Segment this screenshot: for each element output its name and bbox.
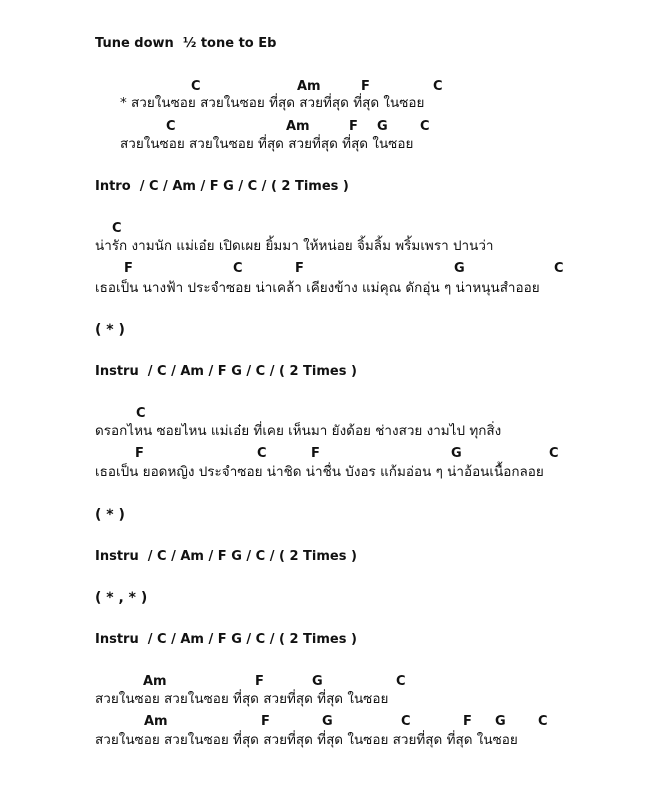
- chord: C: [257, 446, 267, 461]
- instru-line: Instru / C / Am / F G / C / ( 2 Times ): [95, 549, 357, 564]
- chord-line: [0, 714, 670, 730]
- chord-line: [0, 221, 670, 237]
- chord: C: [166, 119, 176, 134]
- chord: C: [136, 406, 146, 421]
- chord: Am: [286, 119, 310, 134]
- chord: G: [377, 119, 388, 134]
- chord: C: [538, 714, 548, 729]
- chord: C: [396, 674, 406, 689]
- repeat-marker: ( * , * ): [95, 590, 148, 606]
- chord: G: [451, 446, 462, 461]
- chord: Am: [143, 674, 167, 689]
- chord: C: [554, 261, 564, 276]
- lyric-line: เธอเป็น ยอดหญิง ประจำซอย น่าชิด น่าชื่น บังอร แก้มอ่อน ๆ น่าอ้อนเนื้อกลอย: [95, 464, 544, 480]
- lyric-line: ดรอกไหน ซอยไหน แม่เอ๋ย ที่เคย เห็นมา ยังด้อย ช่างสวย งามไป ทุกสิ่ง: [95, 423, 502, 439]
- chord: C: [233, 261, 243, 276]
- lyric-line: * สวยในซอย สวยในซอย ที่สุด สวยที่สุด ที่สุด ในซอย: [120, 95, 425, 111]
- lyric-line: สวยในซอย สวยในซอย ที่สุด สวยที่สุด ที่สุด ในซอย: [95, 691, 389, 707]
- chord-line: [0, 446, 670, 462]
- chord: F: [311, 446, 320, 461]
- chord: F: [463, 714, 472, 729]
- chord: G: [454, 261, 465, 276]
- chord: C: [549, 446, 559, 461]
- chord: C: [191, 79, 201, 94]
- instru-line: Instru / C / Am / F G / C / ( 2 Times ): [95, 632, 357, 647]
- chord: Am: [144, 714, 168, 729]
- chord: G: [495, 714, 506, 729]
- chord: C: [420, 119, 430, 134]
- instru-line: Instru / C / Am / F G / C / ( 2 Times ): [95, 364, 357, 379]
- repeat-marker: ( * ): [95, 507, 125, 523]
- chord: F: [135, 446, 144, 461]
- chord-line: [0, 406, 670, 422]
- chord: F: [295, 261, 304, 276]
- chord: C: [433, 79, 443, 94]
- intro-line: Intro / C / Am / F G / C / ( 2 Times ): [95, 179, 349, 194]
- chord: Am: [297, 79, 321, 94]
- chord-line: [0, 79, 670, 95]
- chord-line: [0, 261, 670, 277]
- chord-line: [0, 674, 670, 690]
- chord: C: [112, 221, 122, 236]
- lyric-line: น่ารัก งามนัก แม่เอ๋ย เปิดเผย ยิ้มมา ให้หน่อย จิ้มลิ้ม พริ้มเพรา ปานว่า: [95, 238, 494, 254]
- repeat-marker: ( * ): [95, 322, 125, 338]
- chord: F: [261, 714, 270, 729]
- lyric-line: เธอเป็น นางฟ้า ประจำซอย น่าเคล้า เคียงข้าง แม่คุณ ดักอุ่น ๆ น่าหนุนสำออย: [95, 280, 540, 296]
- chord: G: [312, 674, 323, 689]
- chord: G: [322, 714, 333, 729]
- lyric-line: สวยในซอย สวยในซอย ที่สุด สวยที่สุด ที่สุด ในซอย สวยที่สุด ที่สุด ในซอย: [95, 732, 518, 748]
- chord-line: [0, 119, 670, 135]
- chord: C: [401, 714, 411, 729]
- tuning-note: Tune down ½ tone to Eb: [95, 36, 277, 51]
- chord: F: [124, 261, 133, 276]
- lyric-line: สวยในซอย สวยในซอย ที่สุด สวยที่สุด ที่สุด ในซอย: [120, 136, 414, 152]
- chord: F: [349, 119, 358, 134]
- chord: F: [361, 79, 370, 94]
- chord: F: [255, 674, 264, 689]
